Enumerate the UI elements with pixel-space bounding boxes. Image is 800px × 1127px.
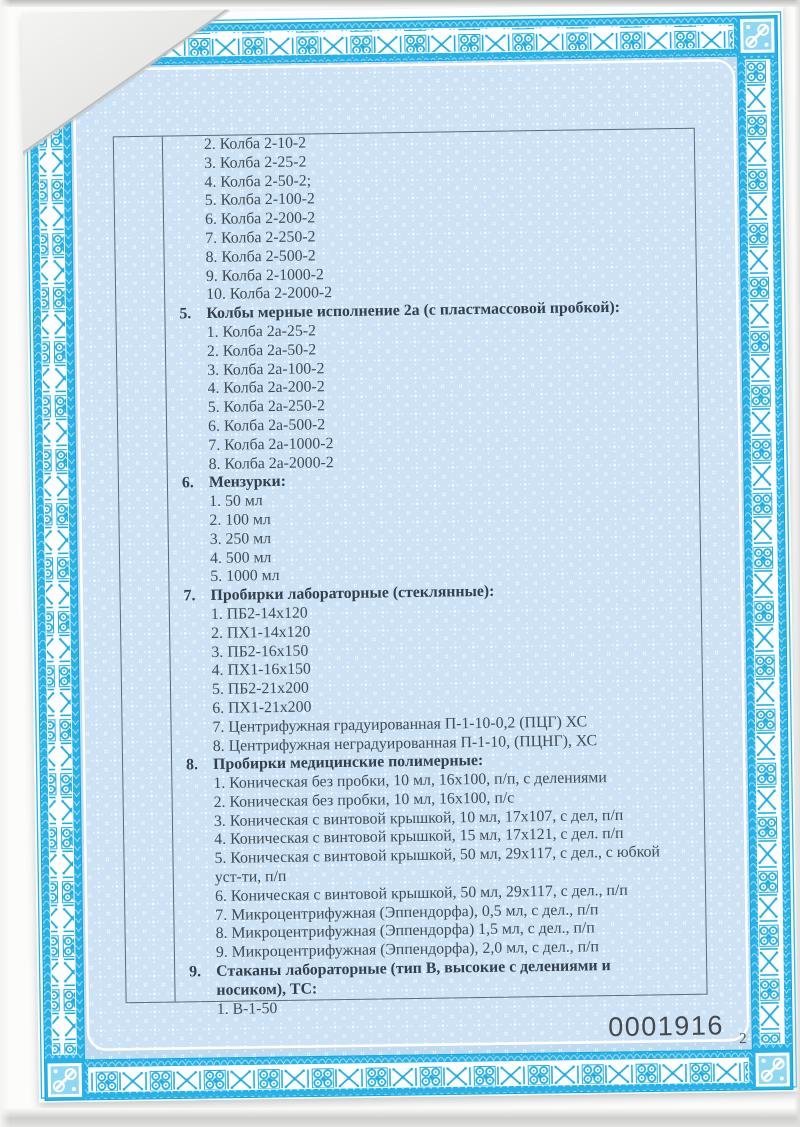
list-item: 8. Колба 2-500-2 <box>205 247 316 266</box>
list-item: 9. Колба 2-1000-2 <box>205 265 325 285</box>
list-item: 3. 250 мл <box>209 529 272 548</box>
list-item: 10. Колба 2-2000-2 <box>206 284 333 304</box>
list-item: 3. Колба 2-25-2 <box>204 153 307 172</box>
list-item: 2. Коническая без пробки, 10 мл, 16х100, п/с <box>213 789 515 811</box>
list-item: 2. ПХ1-14х120 <box>211 623 311 642</box>
list-item: 5. Коническая с винтовой крышкой, 50 мл, 29х117, с дел., с юбкой уст-ти, п/п <box>214 843 661 887</box>
list-item: 7. Колба 2а-1000-2 <box>208 434 334 454</box>
section-title: Пробирки лабораторные (стеклянные): <box>210 582 495 605</box>
list-item: 2. Колба 2а-50-2 <box>206 341 317 360</box>
list-item: 3. Колба 2а-100-2 <box>207 359 325 379</box>
section-number: 8. <box>185 756 199 774</box>
scanner-edge-left <box>0 0 10 1127</box>
table-column-divider <box>162 137 176 1002</box>
list-item: 4. Колба 2а-200-2 <box>207 378 325 398</box>
scanner-edge-top <box>0 0 800 7</box>
list-item: 6. Колба 2а-500-2 <box>207 416 326 435</box>
list-item: 5. Колба 2-100-2 <box>204 190 316 210</box>
list-item: 3. Коническая с винтовой крышкой, 10 мл, 17х107, с дел, п/п <box>213 806 624 830</box>
section-number: 5. <box>179 305 192 323</box>
folded-corner <box>21 10 238 163</box>
list-item: 8. Микроцентрифужная (Эппендорфа) 1,5 мл, с дел., п/п <box>215 919 595 943</box>
list-item: 4. Коническая с винтовой крышкой, 15 мл, 17х121, с дел. п/п <box>214 825 624 849</box>
list-item: 9. Микроцентрифужная (Эппендорфа), 2,0 мл, с дел., п/п <box>215 938 600 962</box>
list-item: 6. Колба 2-200-2 <box>204 209 316 229</box>
list-item: 8. Центрифужная неградуированная П-1-10, (ПЦНГ), ХС <box>212 731 598 755</box>
section-number: 9. <box>189 963 202 981</box>
section-title: Стаканы лабораторные (тип В, высокие с делениями и носиком), ТС: <box>216 957 611 999</box>
scanner-edge-bottom <box>0 1108 800 1127</box>
list-item: 4. 500 мл <box>209 548 272 567</box>
section-number: 6. <box>181 474 194 492</box>
section-title: Колбы мерные исполнение 2а (с пластмассовой пробкой): <box>206 299 621 323</box>
list-item: 8. Колба 2а-2000-2 <box>208 453 334 473</box>
list-item: 1. В-1-50 <box>216 999 278 1018</box>
list-item: 7. Колба 2-250-2 <box>205 228 316 248</box>
section-number: 7. <box>183 587 196 605</box>
list-item: 3. ПБ2-16х150 <box>211 642 309 661</box>
list-item: 1. 50 мл <box>209 492 263 511</box>
list-item: 4. ПХ1-16х150 <box>211 660 312 680</box>
list-item: 7. Центрифужная градуированная П-1-10-0,2 (ПЦГ) ХС <box>212 713 588 736</box>
list-item: 2. 100 мл <box>209 511 271 529</box>
section-title: Мензурки: <box>208 473 287 492</box>
list-item: 7. Микроцентрифужная (Эппендорфа), 0,5 мл, с дел., п/п <box>215 900 599 924</box>
list-item: 6. Коническая с винтовой крышкой, 50 мл, 29х117, с дел., п/п <box>214 881 628 905</box>
equipment-list <box>177 129 695 1020</box>
list-item: 2. Колба 2-10-2 <box>203 134 307 154</box>
list-item: 4. Колба 2-50-2; <box>204 172 312 191</box>
certificate-sheet <box>23 3 799 1102</box>
serial-number: 0001916 <box>608 1010 725 1043</box>
section-title: Пробирки медицинские полимерные: <box>212 752 484 774</box>
list-item: 5. Колба 2а-250-2 <box>207 397 326 417</box>
page-number: 2 <box>739 1031 747 1048</box>
list-item: 5. ПБ2-21х200 <box>211 679 309 699</box>
list-item: 1. ПБ2-14х120 <box>210 604 308 623</box>
scanner-edge-right <box>794 0 800 1127</box>
list-item: 5. 1000 мл <box>210 567 280 586</box>
list-item: 1. Коническая без пробки, 10 мл, 16х100, п/п, с делениями <box>213 769 607 793</box>
list-item: 6. ПХ1-21х200 <box>212 698 312 717</box>
list-item: 1. Колба 2а-25-2 <box>206 322 317 341</box>
